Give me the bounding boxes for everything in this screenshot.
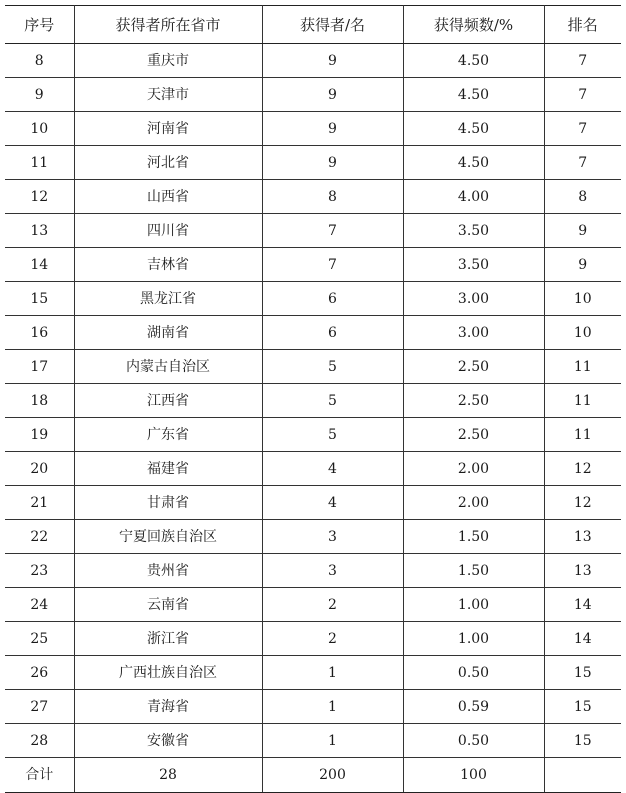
cell-recipients: 9: [262, 44, 403, 78]
cell-recipients: 1: [262, 690, 403, 724]
cell-rank: 15: [544, 724, 621, 758]
cell-rank: 7: [544, 146, 621, 180]
table-row: [5, 78, 621, 112]
cell-province: 青海省: [74, 690, 262, 724]
cell-province: 天津市: [74, 78, 262, 112]
total-province-count: 28: [74, 758, 262, 793]
cell-rank: 14: [544, 588, 621, 622]
table-row: [5, 418, 621, 452]
cell-province: 内蒙古自治区: [74, 350, 262, 384]
cell-recipients: 3: [262, 554, 403, 588]
cell-frequency: 2.50: [403, 418, 544, 452]
cell-frequency: 1.00: [403, 588, 544, 622]
cell-index: 18: [5, 384, 74, 418]
header-recipients: 获得者/名: [262, 6, 403, 44]
cell-rank: 9: [544, 214, 621, 248]
cell-province: 山西省: [74, 180, 262, 214]
cell-frequency: 1.00: [403, 622, 544, 656]
cell-recipients: 9: [262, 78, 403, 112]
cell-province: 安徽省: [74, 724, 262, 758]
cell-index: 27: [5, 690, 74, 724]
cell-province: 云南省: [74, 588, 262, 622]
cell-recipients: 9: [262, 146, 403, 180]
table-row: [5, 44, 621, 78]
cell-frequency: 4.50: [403, 78, 544, 112]
table-row: [5, 214, 621, 248]
cell-recipients: 5: [262, 418, 403, 452]
data-table: [5, 5, 621, 793]
cell-rank: 7: [544, 44, 621, 78]
cell-rank: 13: [544, 554, 621, 588]
table-row: [5, 452, 621, 486]
table-row: [5, 724, 621, 758]
cell-frequency: 3.50: [403, 248, 544, 282]
cell-recipients: 4: [262, 452, 403, 486]
table-row: [5, 112, 621, 146]
table-row: [5, 690, 621, 724]
cell-rank: 10: [544, 316, 621, 350]
header-province: 获得者所在省市: [74, 6, 262, 44]
table-row: [5, 656, 621, 690]
total-recipients: 200: [262, 758, 403, 793]
cell-rank: 12: [544, 452, 621, 486]
cell-index: 10: [5, 112, 74, 146]
cell-frequency: 2.50: [403, 384, 544, 418]
table-body: [5, 44, 621, 758]
total-row: [5, 758, 621, 793]
cell-recipients: 5: [262, 384, 403, 418]
cell-index: 12: [5, 180, 74, 214]
cell-rank: 7: [544, 112, 621, 146]
cell-recipients: 8: [262, 180, 403, 214]
cell-index: 16: [5, 316, 74, 350]
cell-recipients: 9: [262, 112, 403, 146]
cell-rank: 14: [544, 622, 621, 656]
cell-recipients: 3: [262, 520, 403, 554]
table-row: [5, 384, 621, 418]
cell-index: 20: [5, 452, 74, 486]
cell-index: 25: [5, 622, 74, 656]
cell-recipients: 7: [262, 248, 403, 282]
table-row: [5, 146, 621, 180]
cell-recipients: 6: [262, 316, 403, 350]
cell-frequency: 2.00: [403, 486, 544, 520]
table-row: [5, 282, 621, 316]
cell-rank: 9: [544, 248, 621, 282]
cell-province: 福建省: [74, 452, 262, 486]
table-row: [5, 520, 621, 554]
cell-frequency: 0.50: [403, 724, 544, 758]
cell-frequency: 4.50: [403, 112, 544, 146]
cell-rank: 10: [544, 282, 621, 316]
table-row: [5, 622, 621, 656]
cell-province: 贵州省: [74, 554, 262, 588]
cell-frequency: 4.00: [403, 180, 544, 214]
table-header: [5, 6, 621, 44]
table-row: [5, 486, 621, 520]
cell-province: 浙江省: [74, 622, 262, 656]
table-row: [5, 248, 621, 282]
cell-recipients: 4: [262, 486, 403, 520]
cell-index: 28: [5, 724, 74, 758]
cell-rank: 15: [544, 656, 621, 690]
cell-index: 23: [5, 554, 74, 588]
cell-rank: 11: [544, 350, 621, 384]
cell-frequency: 4.50: [403, 44, 544, 78]
cell-index: 11: [5, 146, 74, 180]
cell-province: 重庆市: [74, 44, 262, 78]
cell-index: 17: [5, 350, 74, 384]
cell-index: 15: [5, 282, 74, 316]
cell-province: 甘肃省: [74, 486, 262, 520]
cell-index: 26: [5, 656, 74, 690]
cell-province: 广西壮族自治区: [74, 656, 262, 690]
cell-frequency: 1.50: [403, 554, 544, 588]
cell-index: 13: [5, 214, 74, 248]
cell-rank: 15: [544, 690, 621, 724]
cell-frequency: 0.59: [403, 690, 544, 724]
table-row: [5, 588, 621, 622]
table-row: [5, 350, 621, 384]
cell-index: 9: [5, 78, 74, 112]
cell-province: 河北省: [74, 146, 262, 180]
cell-province: 湖南省: [74, 316, 262, 350]
cell-frequency: 1.50: [403, 520, 544, 554]
cell-province: 吉林省: [74, 248, 262, 282]
cell-frequency: 0.50: [403, 656, 544, 690]
cell-frequency: 4.50: [403, 146, 544, 180]
cell-recipients: 2: [262, 588, 403, 622]
cell-recipients: 7: [262, 214, 403, 248]
cell-province: 江西省: [74, 384, 262, 418]
cell-index: 14: [5, 248, 74, 282]
header-index: 序号: [5, 6, 74, 44]
cell-rank: 11: [544, 418, 621, 452]
cell-index: 24: [5, 588, 74, 622]
table-row: [5, 554, 621, 588]
cell-rank: 11: [544, 384, 621, 418]
cell-index: 8: [5, 44, 74, 78]
cell-rank: 8: [544, 180, 621, 214]
total-rank: [544, 758, 621, 793]
cell-province: 四川省: [74, 214, 262, 248]
cell-rank: 13: [544, 520, 621, 554]
cell-rank: 12: [544, 486, 621, 520]
cell-index: 21: [5, 486, 74, 520]
total-label: 合计: [5, 758, 74, 793]
cell-frequency: 2.50: [403, 350, 544, 384]
header-row: [5, 6, 621, 44]
cell-province: 宁夏回族自治区: [74, 520, 262, 554]
cell-frequency: 3.00: [403, 316, 544, 350]
cell-recipients: 1: [262, 724, 403, 758]
cell-province: 黑龙江省: [74, 282, 262, 316]
cell-recipients: 1: [262, 656, 403, 690]
cell-index: 19: [5, 418, 74, 452]
cell-recipients: 2: [262, 622, 403, 656]
cell-frequency: 3.50: [403, 214, 544, 248]
cell-frequency: 3.00: [403, 282, 544, 316]
header-frequency: 获得频数/%: [403, 6, 544, 44]
cell-index: 22: [5, 520, 74, 554]
cell-recipients: 5: [262, 350, 403, 384]
cell-province: 河南省: [74, 112, 262, 146]
cell-recipients: 6: [262, 282, 403, 316]
table-row: [5, 180, 621, 214]
header-rank: 排名: [544, 6, 621, 44]
cell-province: 广东省: [74, 418, 262, 452]
cell-frequency: 2.00: [403, 452, 544, 486]
table-footer: [5, 758, 621, 793]
cell-rank: 7: [544, 78, 621, 112]
total-frequency: 100: [403, 758, 544, 793]
table-row: [5, 316, 621, 350]
